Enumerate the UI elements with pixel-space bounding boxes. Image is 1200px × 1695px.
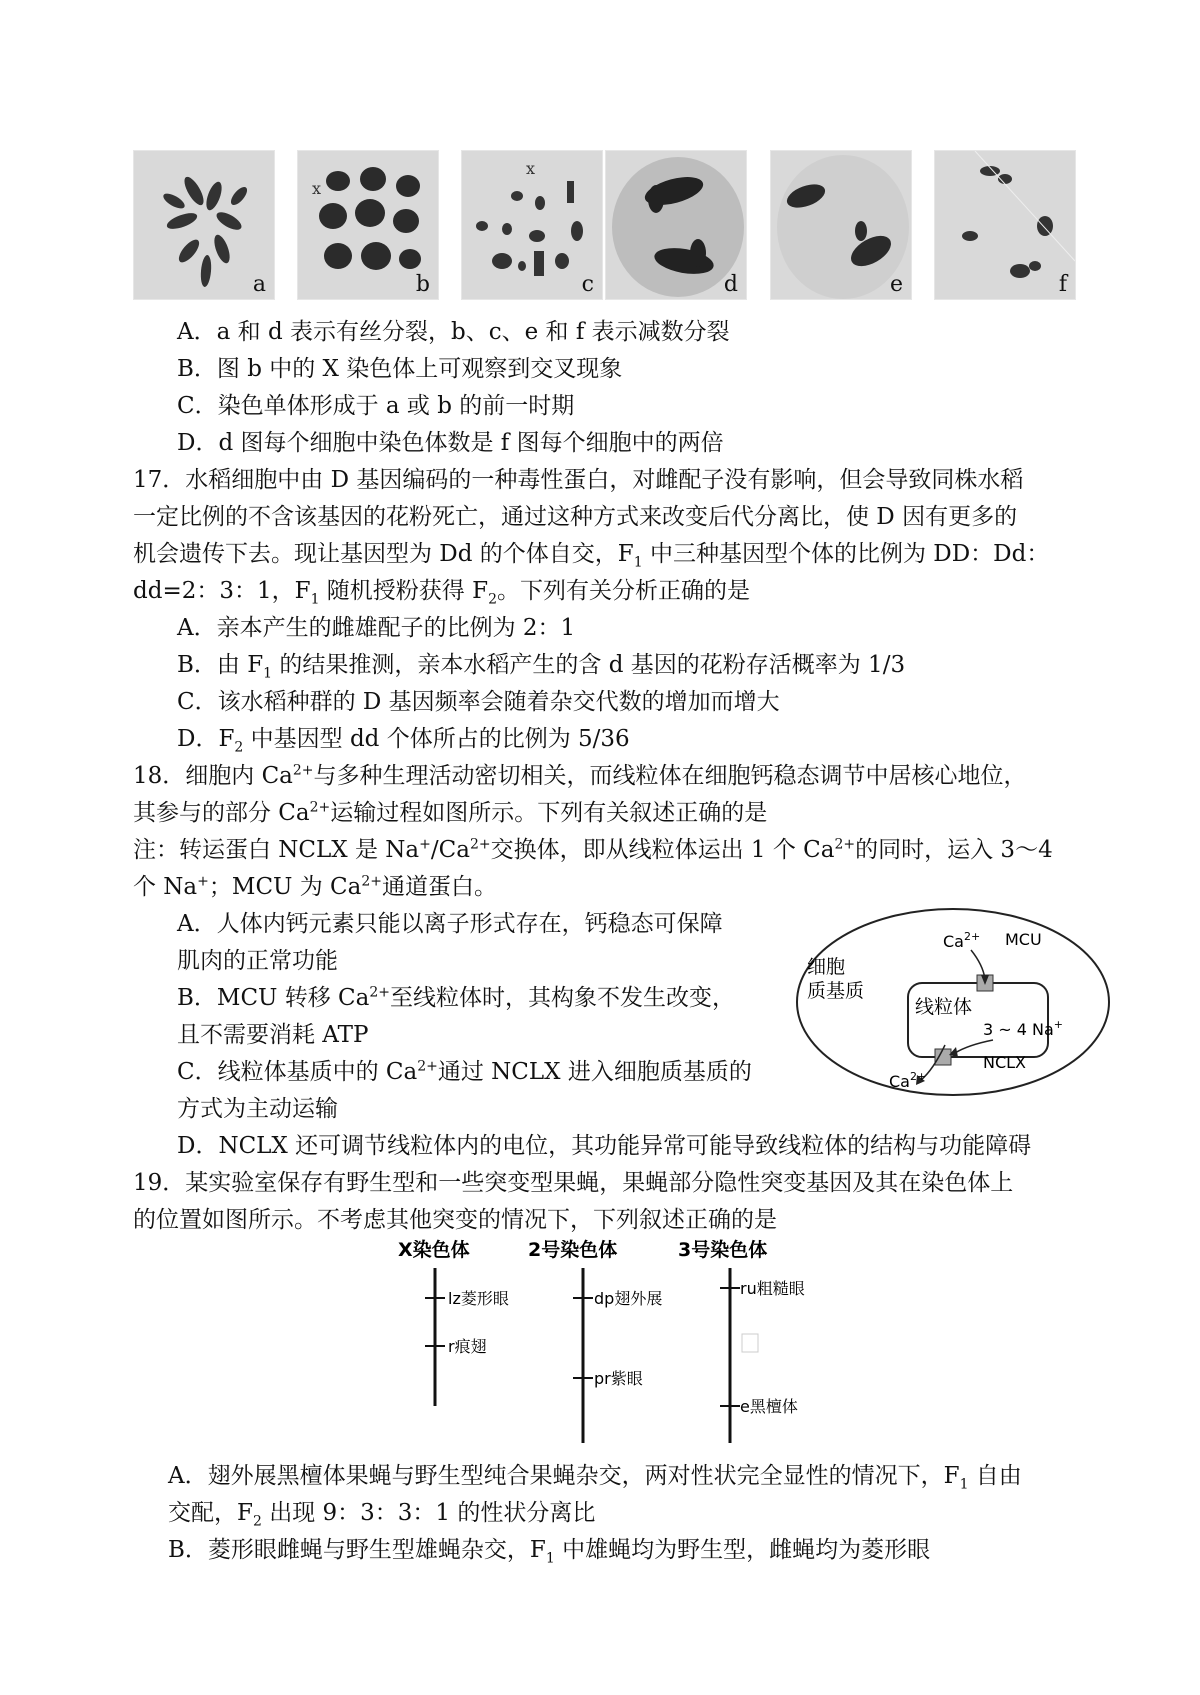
q16-option-b: B．图 b 中的 X 染色体上可观察到交叉现象	[177, 356, 623, 382]
ca-top-label: $Ca^{2+}$	[943, 930, 981, 951]
gene-lz: lz菱形眼	[448, 1289, 509, 1308]
q17-option-b: B．由 $F_1$ 的结果推测，亲本水稻产生的含 d 基因的花粉存活概率为 1/3	[177, 652, 906, 682]
cytoplasm-label-line2: 质基质	[807, 980, 865, 1002]
micrograph-c	[461, 150, 603, 300]
na-label: 3 ~ 4 Na+	[983, 1018, 1064, 1039]
q18-option-d: D．NCLX 还可调节线粒体内的电位，其功能异常可能导致线粒体的结构与功能障碍	[177, 1133, 1032, 1159]
micrograph-f	[934, 150, 1076, 300]
q19-option-a-line2: 交配，$F_2$ 出现 9：3：3：1 的性状分离比	[168, 1500, 596, 1530]
q17-stem-line3: 机会遗传下去。现让基因型为 Dd 的个体自交，$F_1$ 中三种基因型个体的比例为 DD：Dd：	[133, 541, 1050, 571]
q18-option-c-line2: 方式为主动运输	[177, 1096, 338, 1122]
mcu-label: MCU	[1005, 930, 1042, 949]
q19-stem-line1: 19．某实验室保存有野生型和一些突变型果蝇，果蝇部分隐性突变基因及其在染色体上	[133, 1170, 1014, 1196]
ca-bottom-label: $Ca^{2+}$	[889, 1070, 927, 1091]
cytoplasm-label-line1: 细胞	[807, 956, 846, 978]
micrograph-label: e	[889, 272, 903, 297]
q18-option-a-line1: A．人体内钙元素只能以离子形式存在，钙稳态可保障	[177, 911, 723, 937]
q18-option-a-line2: 肌肉的正常功能	[177, 948, 338, 974]
gene-r: r痕翅	[448, 1337, 487, 1356]
q18-option-b-line2: 且不需要消耗 ATP	[177, 1022, 369, 1048]
q17-stem-line2: 一定比例的不含该基因的花粉死亡，通过这种方式来改变后代分离比，使 D 因有更多的	[133, 504, 1018, 530]
q18-stem-line1: 18．细胞内 $Ca^{2+}$与多种生理活动密切相关，而线粒体在细胞钙稳态调节中居核心地位，	[133, 762, 1027, 789]
x-chromosome-mark: x	[526, 159, 536, 178]
mitochondria-label: 线粒体	[915, 996, 973, 1018]
gene-dp: dp翅外展	[594, 1289, 663, 1308]
nclx-exchanger-icon	[935, 1049, 951, 1065]
micrograph-a	[133, 150, 275, 300]
q19-option-a-line1: A．翅外展黑檀体果蝇与野生型纯合果蝇杂交，两对性状完全显性的情况下，$F_1$ 自由	[168, 1463, 1022, 1493]
q16-option-d: D．d 图每个细胞中染色体数是 f 图每个细胞中的两倍	[177, 430, 724, 456]
chromosome-gene-map	[380, 1238, 830, 1448]
q17-option-c: C．该水稻种群的 D 基因频率会随着杂交代数的增加而增大	[177, 689, 780, 715]
q18-note-line2: 个 Na+；MCU 为 $Ca^{2+}$通道蛋白。	[133, 873, 497, 900]
calcium-transport-diagram	[793, 905, 1113, 1100]
chromosome-title-x: X染色体	[398, 1239, 470, 1261]
micrograph-label: a	[252, 272, 266, 297]
gene-ru: ru粗糙眼	[740, 1279, 805, 1298]
chromosome-title-3: 3号染色体	[678, 1239, 768, 1261]
nclx-label: NCLX	[983, 1053, 1027, 1072]
q17-option-d: D．$F_2$ 中基因型 dd 个体所占的比例为 5/36	[177, 726, 630, 756]
q19-stem-line2: 的位置如图所示。不考虑其他突变的情况下，下列叙述正确的是	[133, 1207, 777, 1233]
micrograph-e	[770, 150, 912, 300]
micrograph-b	[297, 150, 439, 300]
chromosome-title-2: 2号染色体	[528, 1239, 618, 1261]
gene-pr: pr紫眼	[594, 1369, 643, 1388]
q17-option-a: A．亲本产生的雌雄配子的比例为 2：1	[177, 615, 576, 641]
q16-option-c: C．染色单体形成于 a 或 b 的前一时期	[177, 393, 575, 419]
q18-option-c-line1: C．线粒体基质中的 $Ca^{2+}$通过 NCLX 进入细胞质基质的	[177, 1058, 752, 1085]
micrograph-label: d	[723, 272, 738, 297]
q18-stem-line2: 其参与的部分 $Ca^{2+}$运输过程如图所示。下列有关叙述正确的是	[133, 799, 768, 826]
chromosome-image-f	[935, 151, 1075, 299]
q18-option-b-line1: B．MCU 转移 $Ca^{2+}$至线粒体时，其构象不发生改变，	[177, 984, 736, 1011]
gene-e: e黑檀体	[740, 1397, 798, 1416]
x-chromosome-mark: x	[312, 179, 322, 198]
micrograph-d	[605, 150, 747, 300]
placeholder-box	[742, 1334, 758, 1352]
micrograph-label: b	[415, 272, 430, 297]
micrograph-label: c	[581, 272, 594, 297]
q17-stem-line4: dd=2：3：1，$F_1$ 随机授粉获得 $F_2$。下列有关分析正确的是	[133, 578, 751, 608]
q16-option-a: A．a 和 d 表示有丝分裂，b、c、e 和 f 表示减数分裂	[177, 319, 730, 345]
q18-note-line1: 注：转运蛋白 NCLX 是 $Na^+/Ca^{2+}$交换体，即从线粒体运出 1 个 $Ca^{2+}$的同时，运入 3～4	[133, 836, 1053, 863]
q19-option-b: B．菱形眼雌蝇与野生型雄蝇杂交，$F_1$ 中雄蝇均为野生型，雌蝇均为菱形眼	[168, 1537, 931, 1567]
micrograph-label: f	[1058, 272, 1067, 297]
q17-stem-line1: 17．水稻细胞中由 D 基因编码的一种毒性蛋白，对雌配子没有影响，但会导致同株水稻	[133, 467, 1024, 493]
